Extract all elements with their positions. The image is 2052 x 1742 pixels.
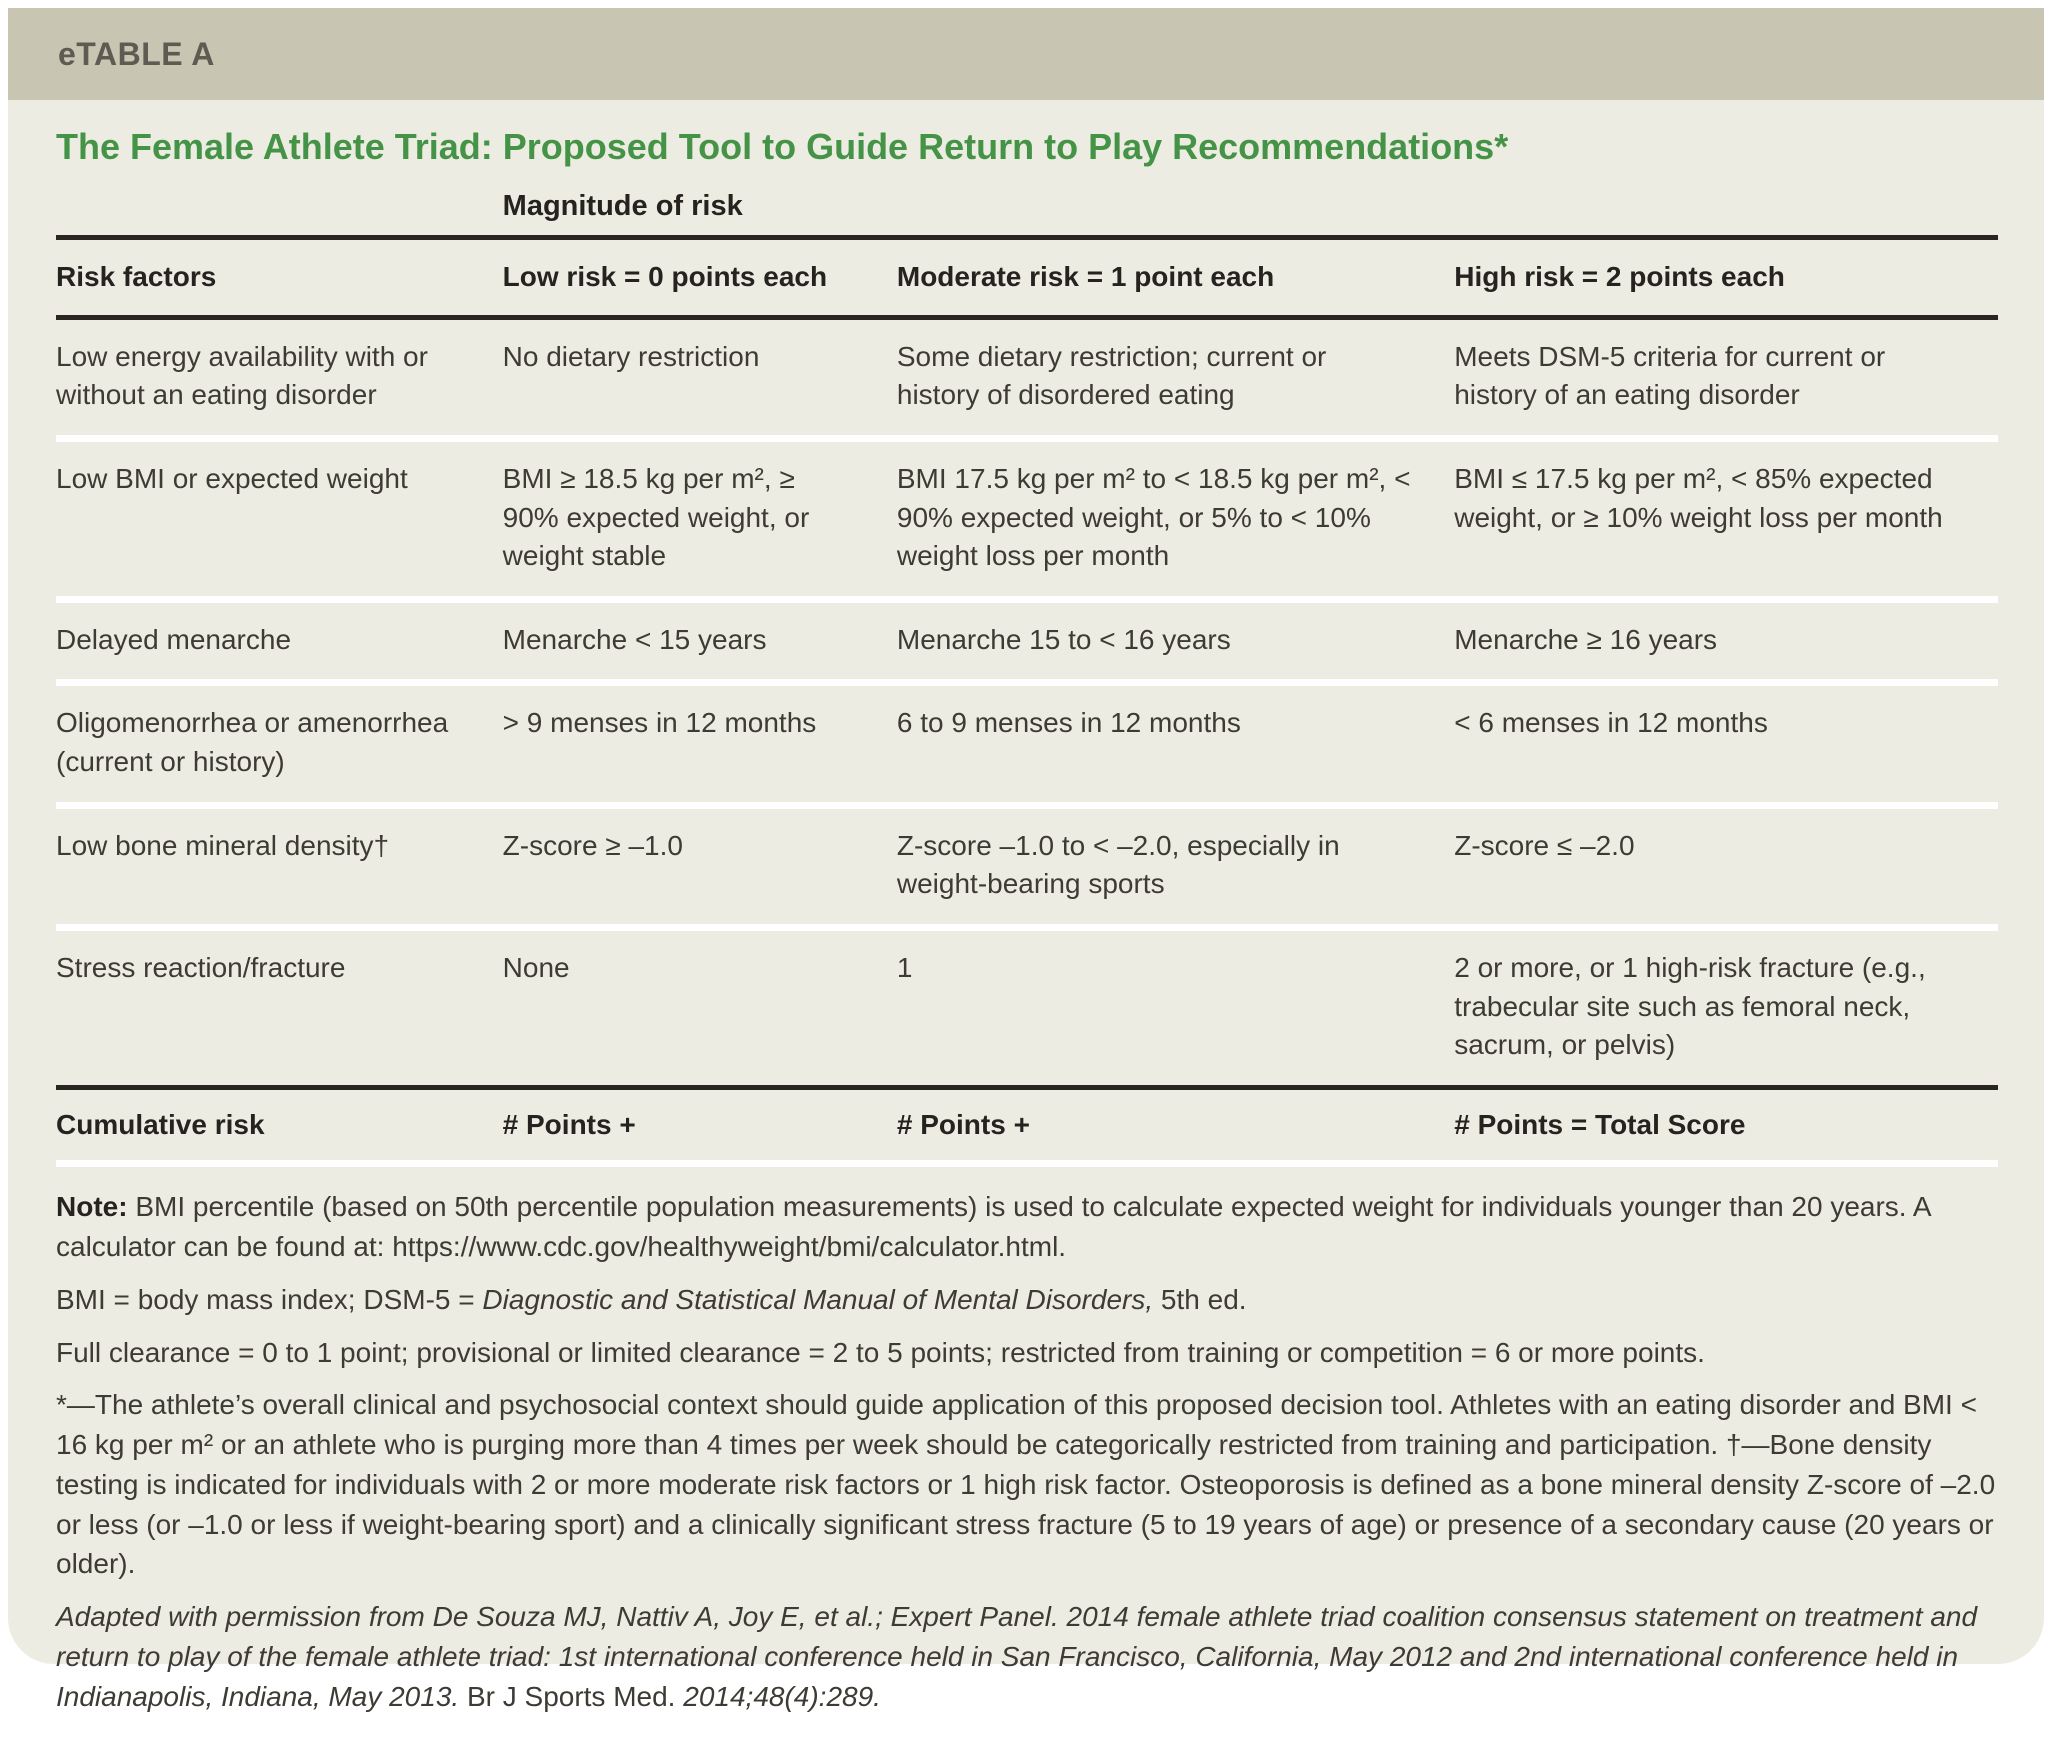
card-header-bar — [8, 8, 2044, 100]
high-risk-cell: Z-score ≤ –2.0 — [1454, 805, 1998, 927]
abbrev-post: 5th ed. — [1153, 1283, 1247, 1315]
low-risk-cell: Menarche < 15 years — [503, 599, 897, 683]
header-low-risk: Low risk = 0 points each — [503, 238, 897, 318]
cumulative-risk-row — [56, 1087, 1998, 1164]
cumulative-risk-label: Cumulative risk — [56, 1087, 503, 1164]
cumulative-moderate-points: # Points + — [897, 1087, 1454, 1164]
table-row — [56, 599, 1998, 683]
abbreviations-paragraph — [56, 1280, 1998, 1320]
table-title: The Female Athlete Triad: Proposed Tool to Guide Return to Play Recommendations* — [56, 126, 1509, 167]
moderate-risk-cell: Some dietary restriction; current or history of disordered eating — [897, 317, 1454, 438]
footnotes-paragraph: *—The athlete’s overall clinical and psychosocial context should guide application of this proposed decision tool. Athletes with an eating disorder and BMI < 16 kg per m² or an athlete who is purging more than 4 times per week should be categorically restricted from training and participation. †—Bone density testing is indicated for individuals with 2 or more moderate risk factors or 1 high risk factor. Osteoporosis is defined as a bone mineral density Z-score of –2.0 or less (or –1.0 or less if weight-bearing sport) and a clinically significant stress fracture (5 to 19 years of age) or presence of a secondary cause (20 years or older). — [56, 1389, 1996, 1580]
moderate-risk-cell: BMI 17.5 kg per m² to < 18.5 kg per m², < 90% expected weight, or 5% to < 10% weight loss per month — [897, 438, 1454, 599]
table-row — [56, 317, 1998, 438]
high-risk-cell: < 6 menses in 12 months — [1454, 683, 1998, 805]
table-row — [56, 683, 1998, 805]
note-text: BMI percentile (based on 50th percentile population measurements) is used to calculate expected weight for individuals younger than 20 years. A calculator can be found at: https://www.cdc.gov/healthyweight/bmi/calculator.html. — [56, 1191, 1930, 1263]
risk-factor-cell: Low bone mineral density† — [56, 805, 503, 927]
cumulative-low-points: # Points + — [503, 1087, 897, 1164]
table-row — [56, 805, 1998, 927]
card-content — [8, 126, 2044, 1742]
notes-section — [56, 1187, 1998, 1742]
citation-journal-name: Br J Sports Med. — [466, 1680, 676, 1712]
risk-factor-cell: Oligomenorrhea or amenorrhea (current or history) — [56, 683, 503, 805]
abbrev-italic-title: Diagnostic and Statistical Manual of Mental Disorders, — [482, 1283, 1154, 1315]
header-risk-factors: Risk factors — [56, 238, 503, 318]
low-risk-cell: > 9 menses in 12 months — [503, 683, 897, 805]
note-paragraph — [56, 1187, 1998, 1267]
citation-paragraph — [56, 1597, 1998, 1716]
magnitude-of-risk-label: Magnitude of risk — [502, 190, 743, 222]
moderate-risk-cell: 1 — [897, 927, 1454, 1087]
risk-factor-cell: Low BMI or expected weight — [56, 438, 503, 599]
risk-factor-cell: Stress reaction/fracture — [56, 927, 503, 1087]
note-label: Note: — [56, 1191, 128, 1223]
table-row — [56, 438, 1998, 599]
citation-part-2: 2014;48(4):289. — [675, 1680, 881, 1712]
moderate-risk-cell: 6 to 9 menses in 12 months — [897, 683, 1454, 805]
risk-table — [56, 235, 1998, 1167]
table-row — [56, 927, 1998, 1087]
low-risk-cell: BMI ≥ 18.5 kg per m², ≥ 90% expected weight, or weight stable — [503, 438, 897, 599]
high-risk-cell: BMI ≤ 17.5 kg per m², < 85% expected weight, or ≥ 10% weight loss per month — [1454, 438, 1998, 599]
low-risk-cell: No dietary restriction — [503, 317, 897, 438]
etable-label: eTABLE A — [58, 35, 215, 72]
header-high-risk: High risk = 2 points each — [1454, 238, 1998, 318]
header-moderate-risk: Moderate risk = 1 point each — [897, 238, 1454, 318]
cumulative-total-score: # Points = Total Score — [1454, 1087, 1998, 1164]
etable-card — [8, 8, 2044, 1712]
high-risk-cell: 2 or more, or 1 high-risk fracture (e.g., trabecular site such as femoral neck, sacrum, or pelvis) — [1454, 927, 1998, 1087]
high-risk-cell: Meets DSM-5 criteria for current or history of an eating disorder — [1454, 317, 1998, 438]
abbrev-pre: BMI = body mass index; DSM-5 = — [56, 1283, 483, 1315]
table-header-row — [56, 238, 1998, 318]
moderate-risk-cell: Z-score –1.0 to < –2.0, especially in weight-bearing sports — [897, 805, 1454, 927]
risk-factor-cell: Delayed menarche — [56, 599, 503, 683]
low-risk-cell: None — [503, 927, 897, 1087]
low-risk-cell: Z-score ≥ –1.0 — [503, 805, 897, 927]
clearance-paragraph: Full clearance = 0 to 1 point; provisional or limited clearance = 2 to 5 points; restricted from training or competition = 6 or more points. — [56, 1336, 1705, 1368]
citation-part-1: Adapted with permission from De Souza MJ, Nattiv A, Joy E, et al.; Expert Panel. 2014 female athlete triad coalition consensus statement on treatment and return to play of the female athlete triad: 1st international conference held in San Francisco, California, May 2012 and 2nd international conference held in Indianapolis, Indiana, May 2013. — [56, 1601, 1978, 1712]
high-risk-cell: Menarche ≥ 16 years — [1454, 599, 1998, 683]
risk-factor-cell: Low energy availability with or without an eating disorder — [56, 317, 503, 438]
moderate-risk-cell: Menarche 15 to < 16 years — [897, 599, 1454, 683]
